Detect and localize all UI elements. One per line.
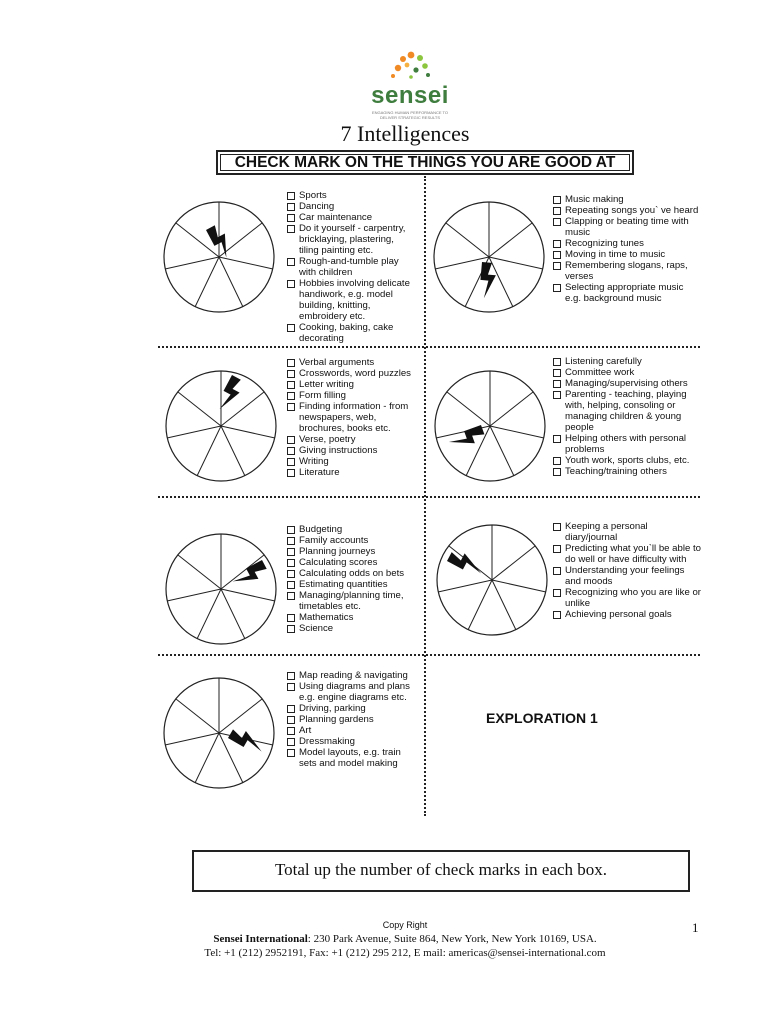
checklist-item[interactable]: Selecting appropriate music e.g. background music	[552, 282, 702, 304]
wheel-5	[164, 532, 278, 651]
checklist-item[interactable]: Hobbies involving delicate handiwork, e.g. model building, knitting, embroidery etc.	[286, 278, 416, 322]
checklist-item[interactable]: Planning gardens	[286, 714, 418, 725]
pie-wheel-icon	[435, 523, 549, 637]
wheel-2	[432, 200, 546, 319]
checklist-item[interactable]: Form filling	[286, 390, 418, 401]
footer-company: Sensei International	[213, 933, 308, 945]
checklist-4	[552, 356, 702, 477]
pie-wheel-icon	[432, 200, 546, 314]
pie-wheel-icon	[164, 369, 278, 483]
checklist-item[interactable]: Recognizing who you are like or unlike	[552, 587, 702, 609]
checklist-item[interactable]: Committee work	[552, 367, 702, 378]
checklist-item[interactable]: Using diagrams and plans e.g. engine diagrams etc.	[286, 681, 418, 703]
checklist-item[interactable]: Map reading & navigating	[286, 670, 418, 681]
pie-wheel-icon	[164, 532, 278, 646]
pie-wheel-icon	[162, 676, 276, 790]
checklist-3	[286, 357, 418, 478]
checklist-item[interactable]: Calculating scores	[286, 557, 426, 568]
checklist-item[interactable]: Estimating quantities	[286, 579, 426, 590]
footer-address: : 230 Park Avenue, Suite 864, New York, New York 10169, USA.	[307, 933, 597, 945]
checklist-item[interactable]: Remembering slogans, raps, verses	[552, 260, 702, 282]
checklist-item[interactable]: Model layouts, e.g. train sets and model making	[286, 747, 418, 769]
checklist-item[interactable]: Letter writing	[286, 379, 418, 390]
horizontal-divider-3	[158, 654, 700, 656]
logo-wordmark: sensei	[371, 82, 449, 109]
wheel-3	[164, 369, 278, 488]
checklist-item[interactable]: Mathematics	[286, 612, 426, 623]
page-number: 1	[692, 920, 699, 935]
checklist-item[interactable]: Verbal arguments	[286, 357, 418, 368]
checklist-item[interactable]: Family accounts	[286, 535, 426, 546]
checklist-item[interactable]: Giving instructions	[286, 445, 418, 456]
footer-contact: Tel: +1 (212) 2952191, Fax: +1 (212) 295 212, E mail: americas@sensei-international.com	[204, 947, 606, 959]
checklist-item[interactable]: Planning journeys	[286, 546, 426, 557]
checklist-5	[286, 524, 426, 634]
wheel-7	[162, 676, 276, 795]
checklist-2	[552, 194, 702, 304]
checklist-item[interactable]: Teaching/training others	[552, 466, 702, 477]
footer-copyright: Copy Right	[382, 920, 428, 930]
pie-wheel-icon	[433, 369, 547, 483]
checklist-item[interactable]: Dancing	[286, 201, 416, 212]
wheel-1	[162, 200, 276, 319]
checklist-item[interactable]: Car maintenance	[286, 212, 416, 223]
checklist-item[interactable]: Music making	[552, 194, 702, 205]
horizontal-divider-1	[158, 346, 700, 348]
checklist-item[interactable]: Driving, parking	[286, 703, 418, 714]
checklist-item[interactable]: Science	[286, 623, 426, 634]
checklist-item[interactable]: Calculating odds on bets	[286, 568, 426, 579]
wheel-6	[435, 523, 549, 642]
checklist-item[interactable]: Clapping or beating time with music	[552, 216, 702, 238]
sensei-logo	[370, 50, 450, 122]
checklist-item[interactable]: Predicting what you`ll be able to do well or have difficulty with	[552, 543, 702, 565]
pie-wheel-icon	[162, 200, 276, 314]
checklist-item[interactable]: Understanding your feelings and moods	[552, 565, 702, 587]
checklist-item[interactable]: Managing/planning time, timetables etc.	[286, 590, 426, 612]
checklist-item[interactable]: Moving in time to music	[552, 249, 702, 260]
total-instruction-box	[192, 850, 690, 892]
checklist-item[interactable]: Verse, poetry	[286, 434, 418, 445]
banner-inner-border	[220, 154, 630, 171]
footer-address-line	[0, 933, 768, 945]
checklist-7	[286, 670, 418, 769]
total-instruction-text: Total up the number of check marks in each box.	[274, 860, 608, 879]
logo-tagline: ENGAGING HUMAN PERFORMANCE TO DELIVER STRATEGIC RESULTS	[371, 110, 449, 120]
checklist-item[interactable]: Repeating songs you` ve heard	[552, 205, 702, 216]
checklist-item[interactable]: Parenting - teaching, playing with, helping, consoling or managing children & young people	[552, 389, 702, 433]
checklist-item[interactable]: Listening carefully	[552, 356, 702, 367]
checklist-item[interactable]: Helping others with personal problems	[552, 433, 702, 455]
checklist-item[interactable]: Cooking, baking, cake decorating	[286, 322, 416, 344]
checklist-item[interactable]: Keeping a personal diary/journal	[552, 521, 702, 543]
instruction-banner	[216, 150, 634, 175]
checklist-1	[286, 190, 416, 344]
checklist-item[interactable]: Achieving personal goals	[552, 609, 702, 620]
checklist-item[interactable]: Art	[286, 725, 418, 736]
checklist-item[interactable]: Writing	[286, 456, 418, 467]
exploration-label: EXPLORATION 1	[486, 710, 598, 726]
checklist-item[interactable]: Youth work, sports clubs, etc.	[552, 455, 702, 466]
horizontal-divider-2	[158, 496, 700, 498]
checklist-6	[552, 521, 702, 620]
checklist-item[interactable]: Do it yourself - carpentry, bricklaying, plastering, tiling painting etc.	[286, 223, 416, 256]
checklist-item[interactable]: Managing/supervising others	[552, 378, 702, 389]
checklist-item[interactable]: Literature	[286, 467, 418, 478]
banner-text: CHECK MARK ON THE THINGS YOU ARE GOOD AT	[234, 154, 616, 171]
checklist-item[interactable]: Sports	[286, 190, 416, 201]
checklist-item[interactable]: Recognizing tunes	[552, 238, 702, 249]
page-title: 7 Intelligences	[340, 121, 470, 146]
checklist-item[interactable]: Dressmaking	[286, 736, 418, 747]
checklist-item[interactable]: Budgeting	[286, 524, 426, 535]
wheel-4	[433, 369, 547, 488]
checklist-item[interactable]: Rough-and-tumble play with children	[286, 256, 416, 278]
checklist-item[interactable]: Crosswords, word puzzles	[286, 368, 418, 379]
checklist-item[interactable]: Finding information - from newspapers, web, brochures, books etc.	[286, 401, 418, 434]
logo-dots-icon	[370, 50, 450, 84]
